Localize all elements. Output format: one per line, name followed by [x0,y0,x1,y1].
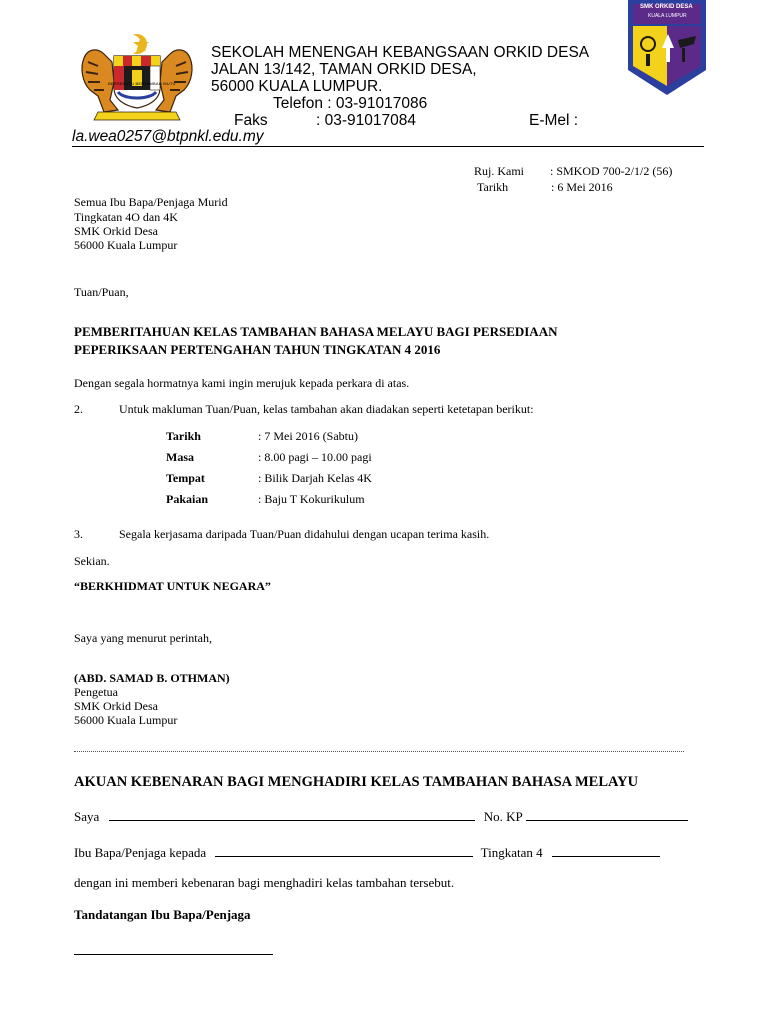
fax-label: Faks [234,112,268,129]
name-label: Saya [74,809,100,824]
ic-number-field[interactable] [526,808,688,821]
detail-label-time: Masa [166,450,194,464]
email-address: la.wea0257@btpnkl.edu.my [72,128,264,145]
school-logo-subtext: KUALA LUMPUR [648,13,687,19]
detail-label-attire: Pakaian [166,492,209,506]
parent-label: Ibu Bapa/Penjaga kepada [74,845,207,860]
detail-label-venue: Tempat [166,471,205,485]
fax-separator: : [316,112,325,129]
parent-row [74,844,660,861]
intro-paragraph: Dengan segala hormatnya kami ingin merujuk kepada perkara di atas. [74,376,410,390]
detail-value-venue: : Bilik Darjah Kelas 4K [258,471,372,485]
recipient-line: Semua Ibu Bapa/Penjaga Murid [74,195,228,209]
name-field[interactable] [109,808,475,821]
cut-line [74,751,684,752]
ic-label: No. KP [483,809,523,824]
school-logo-text: SMK ORKID DESA [640,4,693,10]
malaysia-coat-of-arms-icon [74,30,200,122]
ref-label: Ruj. Kami [474,164,524,178]
point-3-number: 3. [74,527,83,541]
detail-label-date: Tarikh [166,429,201,443]
motto: “BERKHIDMAT UNTUK NEGARA” [74,579,271,593]
signatory-line: 56000 Kuala Lumpur [74,713,178,727]
sign-off: Saya yang menurut perintah, [74,631,212,645]
point-3-text: Segala kerjasama daripada Tuan/Puan didahului dengan ucapan terima kasih. [119,527,490,541]
signatory-line: SMK Orkid Desa [74,699,158,713]
phone-label: Telefon : [273,95,336,112]
signatory-name: (ABD. SAMAD B. OTHMAN) [74,671,230,685]
detail-value-date: : 7 Mei 2016 (Sabtu) [258,429,358,443]
recipient-line: SMK Orkid Desa [74,224,158,238]
detail-value-time: : 8.00 pagi – 10.00 pagi [258,450,372,464]
detail-value-attire: : Baju T Kokurikulum [258,492,365,506]
address-line-2: 56000 KUALA LUMPUR. [211,78,383,95]
student-name-field[interactable] [215,844,473,857]
school-name: SEKOLAH MENENGAH KEBANGSAAN ORKID DESA [211,44,590,61]
form-title: AKUAN KEBENARAN BAGI MENGHADIRI KELAS TAMBAHAN BAHASA MELAYU [74,774,639,790]
signatory-line: Pengetua [74,685,118,699]
fax-number: 03-91017084 [324,112,416,129]
date-label: Tarikh [477,180,509,194]
address-line-1: JALAN 13/142, TAMAN ORKID DESA, [211,61,477,78]
name-row [74,808,688,825]
class-field[interactable] [552,844,660,857]
phone-number: 03-91017086 [335,95,428,112]
ref-value: : SMKOD 700-2/1/2 (56) [550,164,673,178]
signature-label: Tandatangan Ibu Bapa/Penjaga [74,907,251,922]
consent-statement: dengan ini memberi kebenaran bagi menghadiri kelas tambahan tersebut. [74,875,455,890]
phone-line [273,95,427,113]
signature-field[interactable] [74,954,273,955]
crest-motto: BERSEKUTU BERTAMBAH MUTU [108,81,176,86]
form-level-label: Tingkatan 4 [480,845,543,860]
letterhead-divider [72,146,704,147]
point-2-text: Untuk makluman Tuan/Puan, kelas tambahan akan diadakan seperti ketetapan berikut: [119,402,534,416]
closing: Sekian. [74,554,110,568]
salutation: Tuan/Puan, [74,285,129,299]
fax-line [316,112,416,130]
email-label: E-Mel : [529,112,579,129]
date-value: : 6 Mei 2016 [551,180,613,194]
recipient-line: Tingkatan 4O dan 4K [74,210,178,224]
subject-line-1: PEMBERITAHUAN KELAS TAMBAHAN BAHASA MELAYU BAGI PERSEDIAAN [74,324,558,339]
subject-line-2: PEPERIKSAAN PERTENGAHAN TAHUN TINGKATAN 4 2016 [74,342,441,357]
recipient-line: 56000 Kuala Lumpur [74,238,178,252]
point-2-number: 2. [74,402,83,416]
